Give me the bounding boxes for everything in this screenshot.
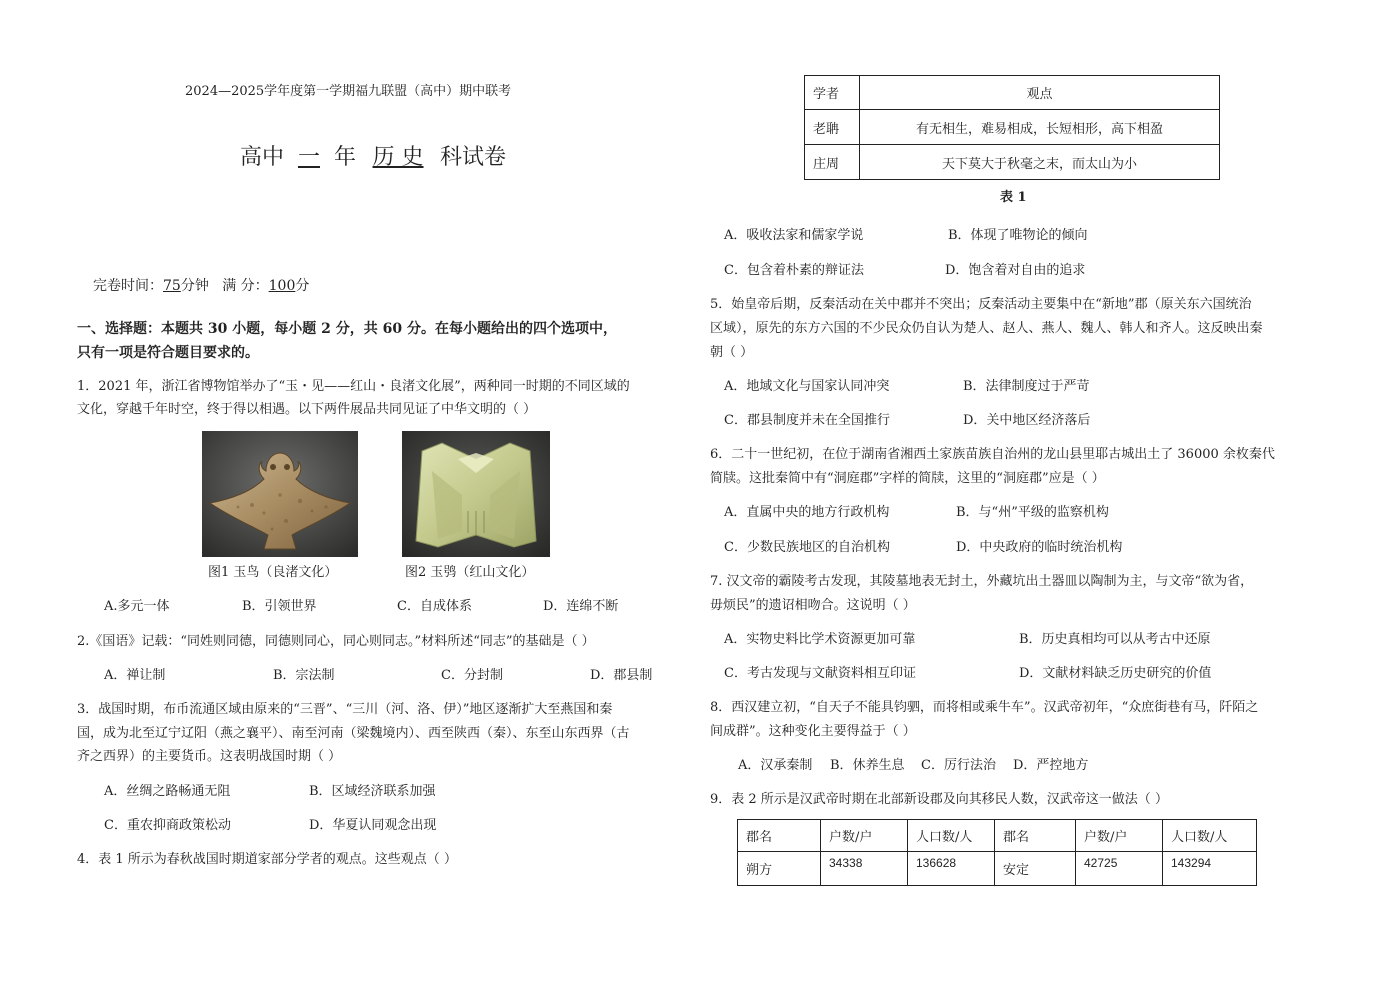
table-1-caption: 表 1 — [1000, 190, 1027, 205]
table-1-cell: 有无相生，难易相成，长短相形，高下相盈 — [860, 110, 1220, 145]
q5-option-b[interactable]: B．法律制度过于严苛 — [963, 379, 1090, 394]
q3-option-b[interactable]: B．区域经济联系加强 — [309, 784, 436, 799]
q2-option-a[interactable]: A．禅让制 — [104, 668, 166, 683]
q1-option-b[interactable]: B．引领世界 — [242, 599, 317, 614]
score-label: 满 分： — [222, 278, 269, 294]
jade-bird-image — [202, 431, 358, 557]
q3-stem-line3: 齐之西界）的主要货币。这表明战国时期（ ） — [77, 749, 342, 764]
q5-option-d[interactable]: D．关中地区经济落后 — [963, 413, 1091, 428]
subject-name: 历 史 — [372, 145, 424, 170]
table-row — [805, 145, 1220, 180]
table-2-header-cell: 户数/户 — [821, 820, 908, 852]
table-2-header-cell: 户数/户 — [1076, 820, 1163, 852]
subject-suffix: 科试卷 — [440, 145, 507, 170]
q2-option-c[interactable]: C．分封制 — [441, 668, 503, 683]
table-2 — [737, 819, 1257, 886]
q2-option-b[interactable]: B．宗法制 — [273, 668, 335, 683]
table-2-header-row — [738, 820, 1257, 852]
table-1-cell: 庄周 — [805, 145, 860, 180]
q7-option-d[interactable]: D．文献材料缺乏历史研究的价值 — [1019, 666, 1212, 681]
q8-option-a[interactable]: A．汉承秦制 — [738, 758, 813, 773]
table-2-header-cell: 郡名 — [738, 820, 821, 852]
subject-mid: 年 — [334, 145, 357, 170]
table-2-header-cell: 人口数/人 — [908, 820, 995, 852]
fig1-caption: 图1 玉鸟（良渚文化） — [208, 565, 338, 580]
q1-option-d[interactable]: D．连绵不断 — [543, 599, 619, 614]
exam-title: 2024—2025学年度第一学期福九联盟（高中）期中联考 — [185, 84, 512, 99]
q7-option-b[interactable]: B．历史真相均可以从考古中还原 — [1019, 632, 1211, 647]
score-unit: 分 — [295, 278, 310, 294]
jade-owl-image — [402, 431, 550, 557]
table-1 — [804, 75, 1220, 180]
q8-option-d[interactable]: D．严控地方 — [1013, 758, 1089, 773]
q7-option-a[interactable]: A．实物史料比学术资源更加可靠 — [724, 632, 916, 647]
score-value: 100 — [268, 278, 296, 294]
table-1-header-cell: 学者 — [805, 76, 860, 110]
q9-stem-line1: 9．表 2 所示是汉武帝时期在北部新设郡及向其移民人数，汉武帝这一做法（ ） — [710, 792, 1168, 807]
table-2-cell: 136628 — [908, 852, 995, 886]
q7-option-c[interactable]: C．考古发现与文献资料相互印证 — [724, 666, 916, 681]
q8-option-c[interactable]: C．厉行法治 — [921, 758, 996, 773]
section1-heading-line2: 只有一项是符合题目要求的。 — [77, 345, 259, 361]
q5-stem-line2: 区域），原先的东方六国的不少民众仍自认为楚人、赵人、燕人、魏人、韩人和齐人。这反映出秦 — [710, 321, 1263, 336]
q1-option-a[interactable]: A.多元一体 — [104, 599, 170, 614]
q8-stem-line1: 8．西汉建立初，“自天子不能具钧驷，而将相或乘牛车”。汉武帝初年，“众庶街巷有马，阡陌之 — [710, 700, 1259, 715]
q6-stem-line1: 6．二十一世纪初，在位于湖南省湘西土家族苗族自治州的龙山县里耶古城出土了 36000 余枚秦代 — [710, 447, 1275, 462]
table-2-header-cell: 郡名 — [995, 820, 1076, 852]
time-value: 75 — [163, 278, 181, 294]
q6-option-a[interactable]: A．直属中央的地方行政机构 — [724, 505, 890, 520]
q6-option-d[interactable]: D．中央政府的临时统治机构 — [956, 540, 1123, 555]
subject-grade: 一 — [298, 145, 321, 170]
q4-option-b[interactable]: B．体现了唯物论的倾向 — [948, 228, 1088, 243]
time-label: 完卷时间： — [93, 278, 163, 294]
fig2-caption: 图2 玉鸮（红山文化） — [405, 565, 535, 580]
exam-info — [93, 275, 309, 295]
time-unit: 分钟 — [180, 278, 209, 294]
q7-stem-line2: 毋烦民”的遗诏相吻合。这说明（ ） — [710, 598, 916, 613]
table-row — [805, 110, 1220, 145]
q2-stem-line1: 2.《国语》记载：“同姓则同德，同德则同心，同心则同志。”材料所述“同志”的基础是（ ） — [77, 634, 595, 649]
table-2-cell: 朔方 — [738, 852, 821, 886]
q1-stem-line1: 1．2021 年，浙江省博物馆举办了“玉・见——红山・良渚文化展”，两种同一时期的不同区域的 — [77, 379, 630, 394]
table-1-cell: 天下莫大于秋毫之末，而太山为小 — [860, 145, 1220, 180]
q5-option-a[interactable]: A．地域文化与国家认同冲突 — [724, 379, 890, 394]
table-row — [738, 852, 1257, 886]
q4-option-d[interactable]: D．饱含着对自由的追求 — [945, 263, 1086, 278]
q5-option-c[interactable]: C．郡县制度并未在全国推行 — [724, 413, 890, 428]
q5-stem-line1: 5．始皇帝后期，反秦活动在关中郡并不突出；反秦活动主要集中在“新地”郡（原关东六国统治 — [710, 297, 1252, 312]
table-2-cell: 42725 — [1076, 852, 1163, 886]
section1-heading-line1: 一、选择题：本题共 30 小题，每小题 2 分，共 60 分。在每小题给出的四个选项中， — [77, 321, 617, 337]
q1-option-c[interactable]: C．自成体系 — [397, 599, 472, 614]
table-2-cell: 安定 — [995, 852, 1076, 886]
q6-stem-line2: 简牍。这批秦简中有“洞庭郡”字样的简牍，这里的“洞庭郡”应是（ ） — [710, 471, 1105, 486]
table-2-cell: 34338 — [821, 852, 908, 886]
q4-stem-line1: 4．表 1 所示为春秋战国时期道家部分学者的观点。这些观点（ ） — [77, 852, 457, 867]
q4-option-c[interactable]: C．包含着朴素的辩证法 — [724, 263, 864, 278]
table-1-header-cell: 观点 — [860, 76, 1220, 110]
q3-option-d[interactable]: D．华夏认同观念出现 — [309, 818, 437, 833]
q3-stem-line2: 国，成为北至辽宁辽阳（燕之襄平）、南至河南（梁魏境内）、西至陕西（秦）、东至山东西界（古 — [77, 726, 630, 741]
q8-stem-line2: 间成群”。这种变化主要得益于（ ） — [710, 724, 916, 739]
q7-stem-line1: 7. 汉文帝的霸陵考古发现，其陵墓地表无封土，外藏坑出土器皿以陶制为主，与文帝“欲为省， — [710, 574, 1254, 589]
q4-option-a[interactable]: A．吸收法家和儒家学说 — [724, 228, 864, 243]
subject-prefix: 高中 — [240, 145, 285, 170]
q3-option-a[interactable]: A．丝绸之路畅通无阻 — [104, 784, 231, 799]
table-1-cell: 老聃 — [805, 110, 860, 145]
q6-option-b[interactable]: B．与“州”平级的监察机构 — [956, 505, 1109, 520]
q5-stem-line3: 朝（ ） — [710, 345, 754, 360]
q1-stem-line2: 文化，穿越千年时空，终于得以相遇。以下两件展品共同见证了中华文明的（ ） — [77, 402, 537, 417]
q8-option-b[interactable]: B．休养生息 — [830, 758, 905, 773]
subject-title — [240, 140, 506, 171]
table-2-cell: 143294 — [1163, 852, 1257, 886]
q3-option-c[interactable]: C．重农抑商政策松动 — [104, 818, 231, 833]
table-2-header-cell: 人口数/人 — [1163, 820, 1257, 852]
table-1-header-row — [805, 76, 1220, 110]
q6-option-c[interactable]: C．少数民族地区的自治机构 — [724, 540, 890, 555]
q3-stem-line1: 3．战国时期，布币流通区域由原来的“三晋”、“三川（河、洛、伊）”地区逐渐扩大至燕国和秦 — [77, 702, 613, 717]
q2-option-d[interactable]: D．郡县制 — [590, 668, 653, 683]
